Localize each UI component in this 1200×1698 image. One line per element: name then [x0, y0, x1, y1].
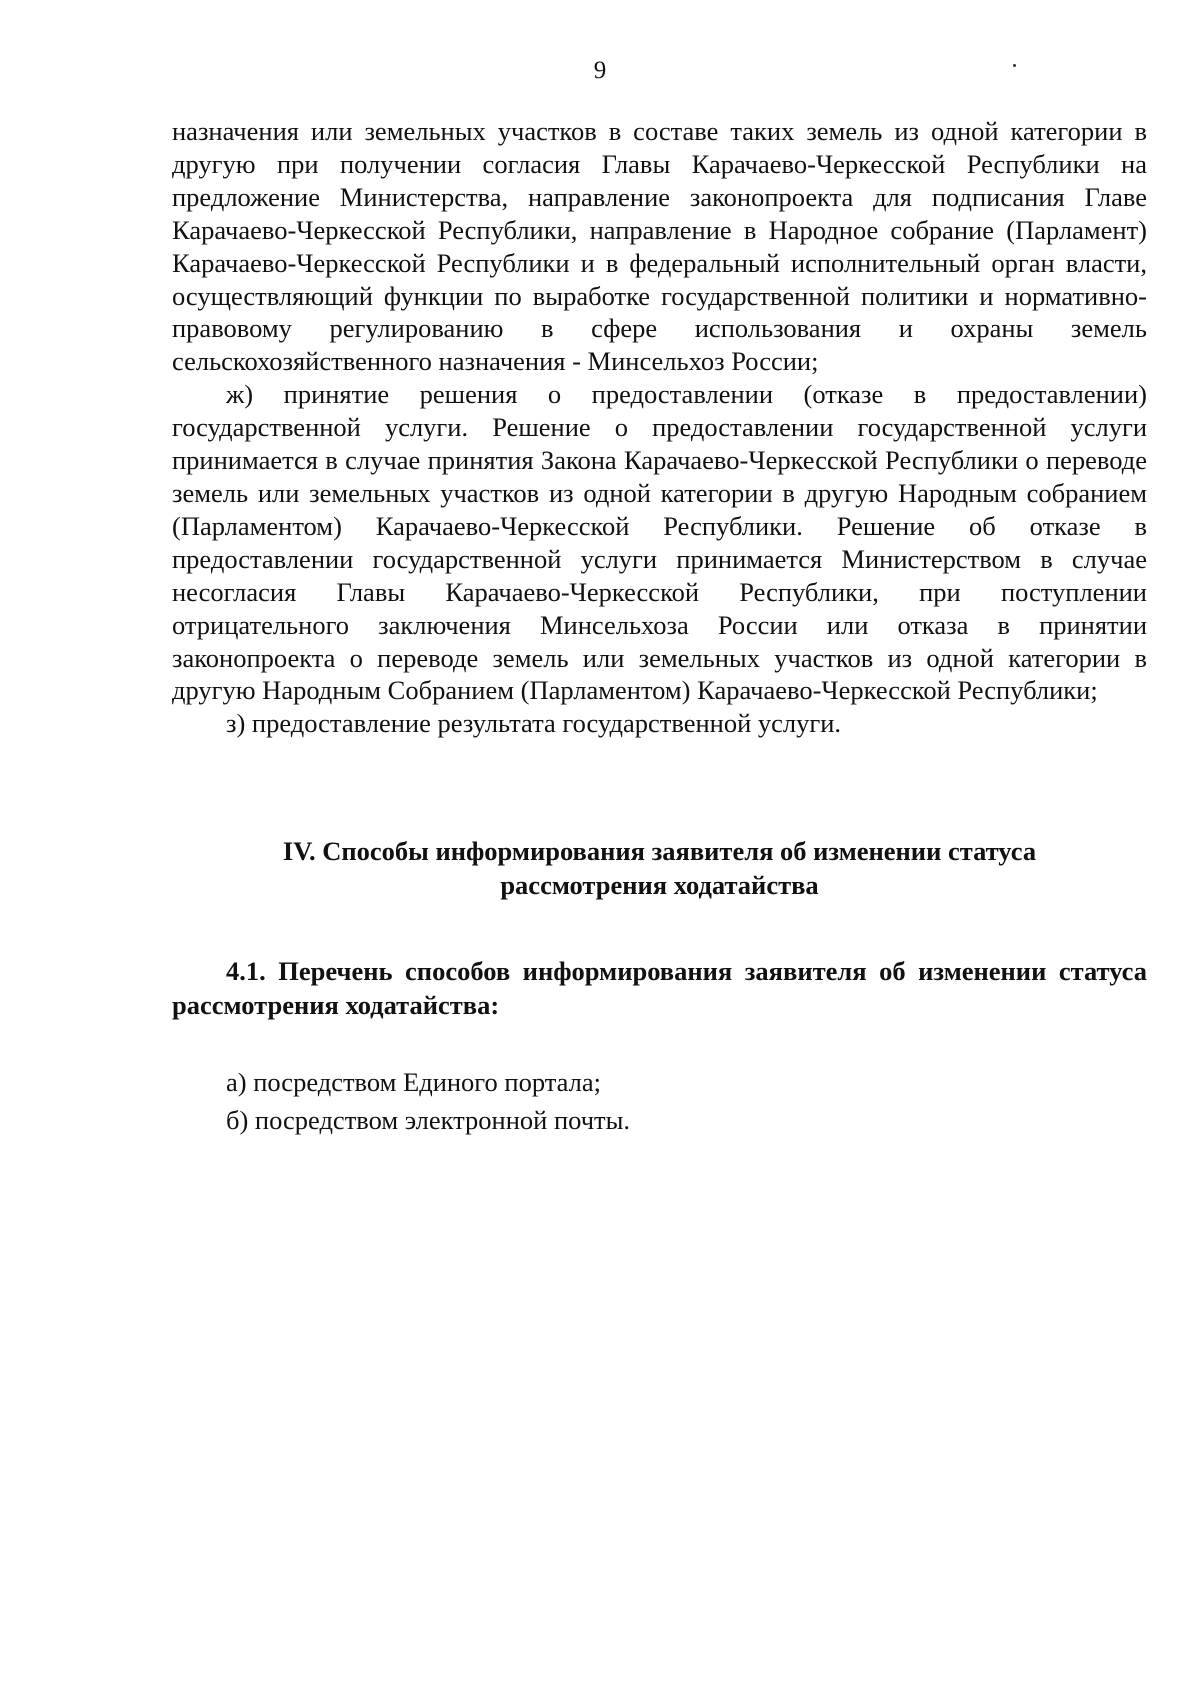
paragraph-continuation: назначения или земельных участков в составе таких земель из одной категории в другую при получении согласия Главы Карачаево-Черкесской Республики на предложение Министерства, направление законопроекта для подписания Главе Карачаево-Черкесской Республики, направление в Народное собрание (Парламент) Карачаево-Черкесской Республики и в федеральный исполнительный орган власти, осуществляющий функции по выработке государственной политики и нормативно-правовому регулированию в сфере использования и охраны земель сельскохозяйственного назначения - Минсельхоз России; — [172, 116, 1147, 377]
scan-speck — [1013, 64, 1016, 67]
paragraph-item-zh: ж) принятие решения о предоставлении (отказе в предоставлении) государственной услуги. Решение о предоставлении государственной услуги принимается в случае принятия Закона Карачаево-Черкесской Республики о переводе земель или земельных участков из одной категории в другую Народным собранием (Парламентом) Карачаево-Черкесской Республики. Решение об отказе в предоставлении государственной услуги принимается Министерством в случае несогласия Главы Карачаево-Черкесской Республики, при поступлении отрицательного заключения Минсельхоза России или отказа в принятии законопроекта о переводе земель или земельных участков из одной категории в другую Народным Собранием (Парламентом) Карачаево-Черкесской Республики; — [172, 379, 1147, 706]
list-item: а) посредством Единого портала; — [226, 1067, 601, 1097]
subsection-heading: 4.1. Перечень способов информирования заявителя об изменении статуса рассмотрения ходатайства: — [172, 956, 1147, 1020]
informing-methods-list — [172, 1063, 1147, 1139]
section-heading — [172, 834, 1147, 902]
page-number: 9 — [593, 57, 607, 84]
section-heading-line-1: IV. Способы информирования заявителя об изменении статуса — [282, 836, 1037, 866]
body-text — [172, 115, 1147, 740]
list-item: б) посредством электронной почты. — [226, 1105, 631, 1135]
section-heading-line-2: рассмотрения ходатайства — [500, 870, 819, 900]
paragraph-item-z: з) предоставление результата государственной услуги. — [226, 708, 842, 739]
